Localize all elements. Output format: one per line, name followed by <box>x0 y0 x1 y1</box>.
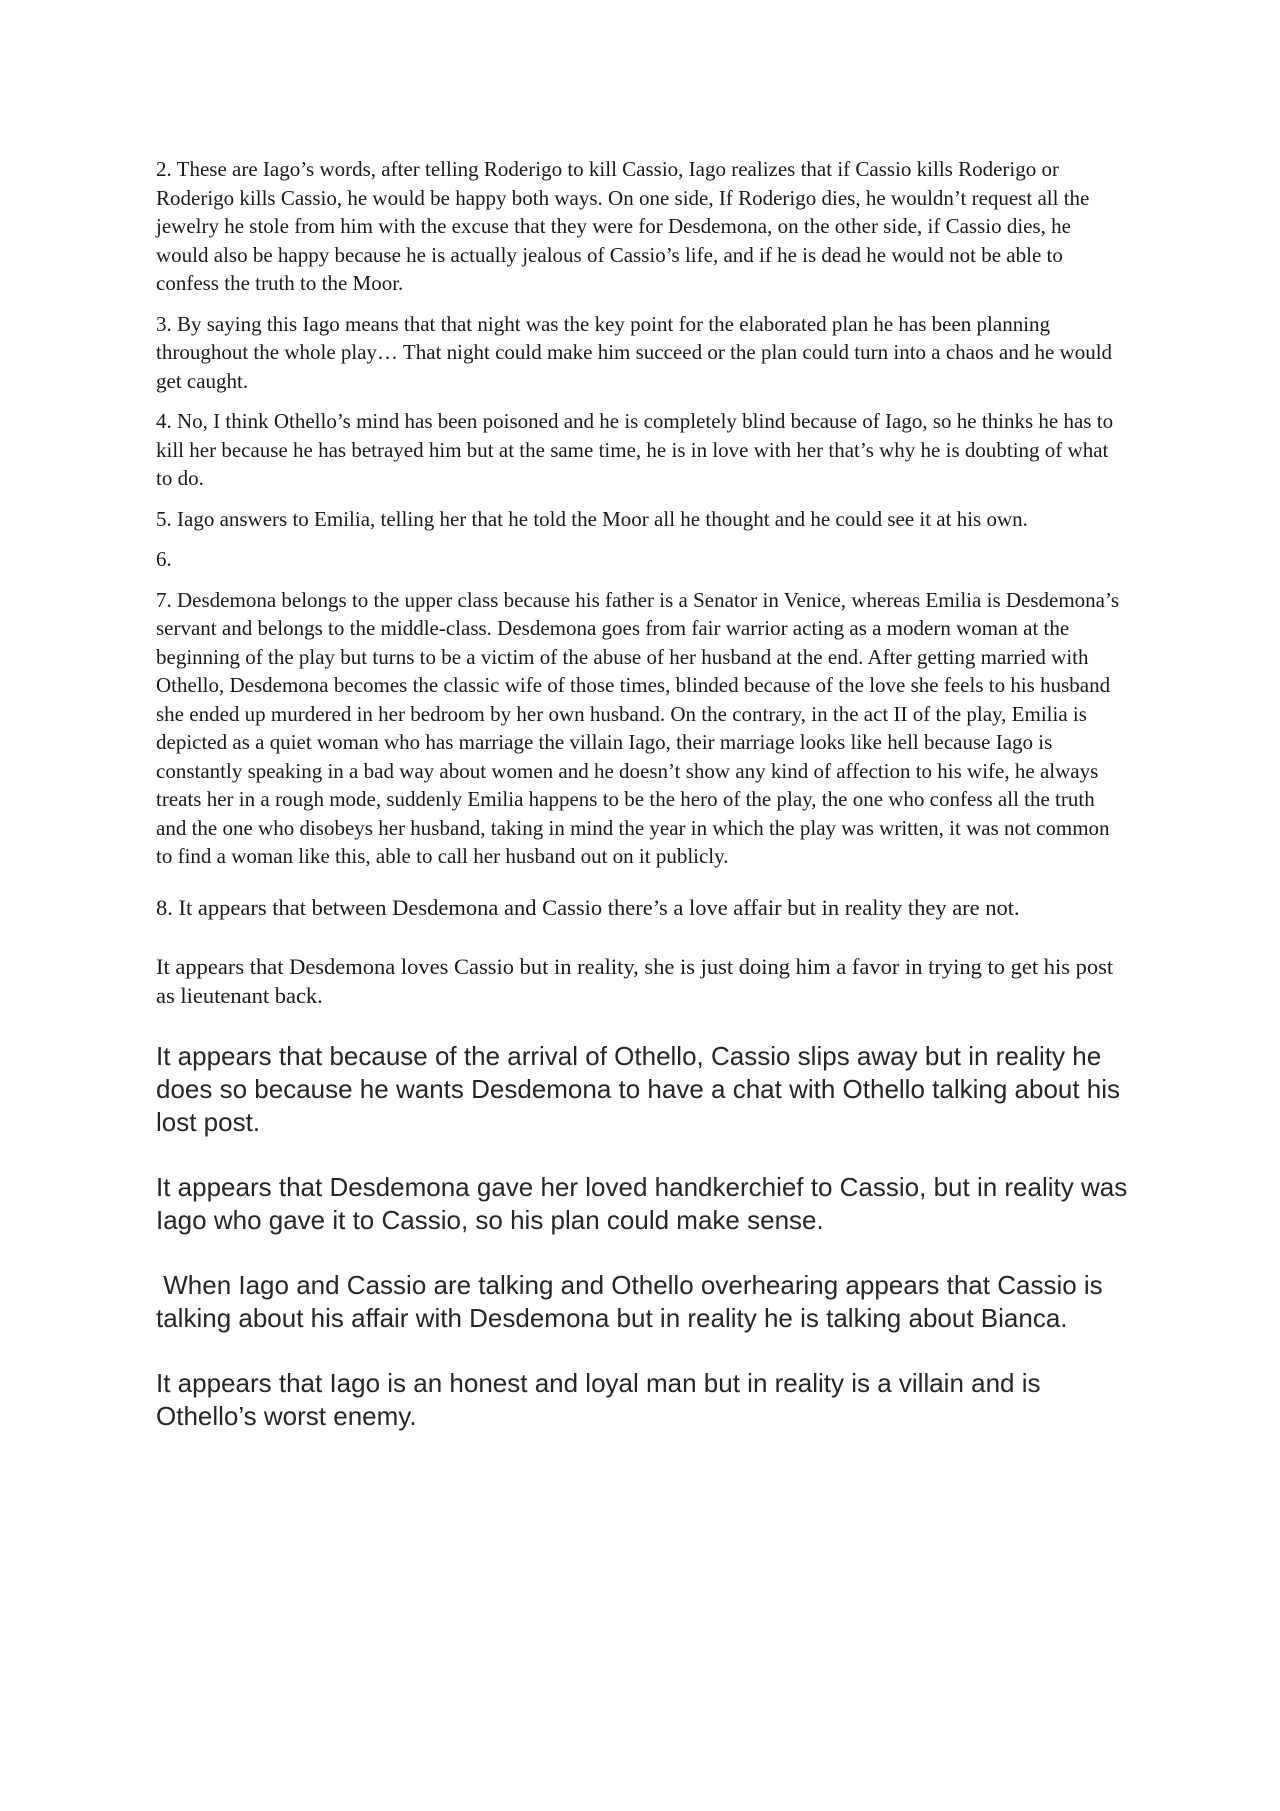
answer-3: 3. By saying this Iago means that that night was the key point for the elaborated plan he has been planning throughout the whole play… That night could make him succeed or the plan could turn into a chaos and he would get caught. <box>156 311 1113 393</box>
document-body <box>156 155 1135 1465</box>
answer-8-point-6: It appears that Iago is an honest and loyal man but in reality is a villain and is Othello’s worst enemy. <box>156 1367 1041 1431</box>
answer-8-point-4: It appears that Desdemona gave her loved handkerchief to Cassio, but in reality was Iago who gave it to Cassio, so his plan could make sense. <box>156 1171 1135 1235</box>
answer-8-point-5: When Iago and Cassio are talking and Othello overhearing appears that Cassio is talking about his affair with Desdemona but in reality he is talking about Bianca. <box>156 1269 1110 1333</box>
answer-8: 8. It appears that between Desdemona and Cassio there’s a love affair but in reality they are not. <box>156 894 1020 920</box>
answer-4: 4. No, I think Othello’s mind has been poisoned and he is completely blind because of Iago, so he thinks he has to kill her because he has betrayed him but at the same time, he is in love with her that’s why he is doubting of what to do. <box>156 409 1114 490</box>
answer-8-point-2: It appears that Desdemona loves Cassio but in reality, she is just doing him a favor in trying to get his post as lieutenant back. <box>156 953 1114 1008</box>
answer-5: 5. Iago answers to Emilia, telling her that he told the Moor all he thought and he could see it at his own. <box>156 506 1028 531</box>
answer-8-point-3: It appears that because of the arrival of Othello, Cassio slips away but in reality he does so because he wants Desdemona to have a chat with Othello talking about his lost post. <box>156 1040 1121 1137</box>
answer-2: 2. These are Iago’s words, after telling Roderigo to kill Cassio, Iago realizes that if Cassio kills Roderigo or Roderigo kills Cassio, he would be happy both ways. On one side, If Roderigo dies, he wouldn’t request all the jewelry he stole from him with the excuse that they were for Desdemona, on the other side, if Cassio dies, he would also be happy because he is actually jealous of Cassio’s life, and if he is dead he would not be able to confess the truth to the Moor. <box>156 157 1090 295</box>
answer-7: 7. Desdemona belongs to the upper class because his father is a Senator in Venice, whereas Emilia is Desdemona’s servant and belongs to the middle-class. Desdemona goes from fair warrior acting as a modern woman at the beginning of the play but turns to be a victim of the abuse of her husband at the end. After getting married with Othello, Desdemona becomes the classic wife of those times, blinded because of the love she feels to his husband she ended up murdered in her bedroom by her own husband. On the contrary, in the act II of the play, Emilia is depicted as a quiet woman who has marriage the villain Iago, their marriage looks like hell because Iago is constantly speaking in a bad way about women and he doesn’t show any kind of affection to his wife, he always treats her in a rough mode, suddenly Emilia happens to be the hero of the play, the one who confess all the truth and the one who disobeys her husband, taking in mind the year in which the play was written, it was not common to find a woman like this, able to call her husband out on it publicly. <box>156 587 1120 868</box>
answer-6: 6. <box>156 547 172 571</box>
